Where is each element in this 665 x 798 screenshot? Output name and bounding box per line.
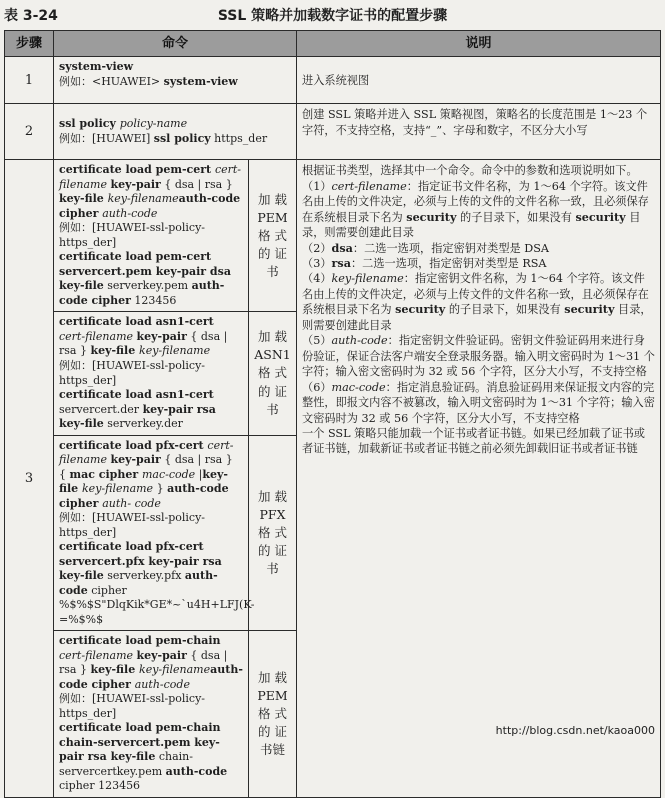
command-keyword: certificate load pem-cert [59,163,215,176]
table-row [5,104,661,160]
cert-type-label: PEM [252,687,293,705]
example-prefix: 例如：[HUAWEI-ssl-policy-https_der] [59,511,243,540]
command-keyword: key-file [90,344,139,357]
cert-type-label: 加 载 [252,328,293,346]
description-cell: 进入系统视图 [297,57,661,104]
desc-num: （4） [302,272,332,285]
cert-type-label: 格 式 [252,364,293,382]
table-row [5,160,661,312]
config-steps-table [4,30,661,798]
cert-type-label: 的 证 [252,245,293,263]
command-argument: auth-code [135,678,190,691]
cert-type-label: 格 式 [252,524,293,542]
command-keyword: mac cipher [70,468,142,481]
cert-type-label: 的 证 [252,383,293,401]
example-argument: chain-servercertkey.pem [59,750,193,778]
command-argument: key-filename [108,192,179,205]
desc-item [302,333,655,379]
example-prefix: 例如：<HUAWEI> [59,75,164,88]
command-cell [54,57,297,104]
table-caption [0,0,665,32]
example-argument: serverkey.pfx [104,569,185,582]
example-command: ssl policy [154,132,211,145]
desc-num: （3） [302,257,332,270]
cert-type-label: 书链 [252,741,293,759]
cert-type-label: PFX [252,506,293,524]
cert-type-label: 书 [252,263,293,281]
desc-keyword: security [575,210,625,224]
command-keyword: key-pair [110,453,160,466]
desc-text: 目录，则需要创建此目录 [302,211,640,239]
desc-keyword: cert-filename [332,180,407,193]
command-argument: cert-filename [59,163,241,191]
desc-text: ：指定密钥文件验证码。密钥文件验证码用来进行身份验证，保证合法客户端安全登录服务器。输入明文密码时为 1～31 个字符；输入密文密码时为 32 或 56 个字符，区分大小写，不支持空格 [302,334,655,378]
example-argument: https_der [211,132,267,145]
desc-item [302,380,655,426]
cert-type-label: 的 证 [252,542,293,560]
cert-type-label: 书 [252,401,293,419]
example-argument: 123456 [131,294,177,307]
example-argument: cipher 123456 [59,779,140,792]
command-argument: policy-name [120,117,187,130]
example-prefix: 例如：[HUAWEI-ssl-policy-https_der] [59,359,243,388]
command-keyword: certificate load pem-chain [59,634,221,647]
cert-type-label: 的 证 [252,723,293,741]
desc-keyword: security [395,302,445,316]
command-argument: key-filename [139,344,210,357]
command-keyword: auth-code cipher [59,192,240,220]
cert-type-pfx [249,435,297,631]
desc-text: ：二选一选项，指定密钥对类型是 DSA [353,242,549,255]
step-number: 3 [5,160,54,798]
example-prefix: 例如：[HUAWEI-ssl-policy-https_der] [59,692,243,721]
desc-num: （1） [302,180,332,193]
command-keyword: auth-code cipher [59,663,243,691]
example-prefix: 例如：[HUAWEI-ssl-policy-https_der] [59,221,243,250]
cert-type-pem-chain [249,631,297,798]
example-command: certificate load pem-cert servercert.pem key-pair dsa key-file [59,250,231,292]
example-command: certificate load pfx-cert servercert.pfx key-pair rsa key-file [59,540,222,582]
step-number: 2 [5,104,54,160]
command-cell-pem [54,160,249,312]
command-keyword: key-file [59,192,108,205]
cert-type-label: PEM [252,209,293,227]
command-keyword: certificate load pfx-cert [59,439,207,452]
desc-item [302,271,655,333]
example-argument: serverkey.der [104,417,183,430]
desc-keyword: key-filename [332,272,404,285]
example-prefix: 例如：[HUAWEI] [59,132,154,145]
command-option: | [195,468,202,481]
desc-item [302,256,655,271]
description-cell: 创建 SSL 策略并进入 SSL 策略视图，策略名的长度范围是 1～23 个字符，不支持空格，支持“_”、字母和数字，不区分大小写 [297,104,661,160]
command-option: { dsa | rsa } [59,330,227,358]
command-cell-pem-chain [54,631,249,798]
desc-keyword: security [406,210,456,224]
example-command: auth-code [59,569,218,597]
desc-num: （2） [302,242,332,255]
example-command: auth-code cipher [59,279,224,307]
desc-intro: 根据证书类型，选择其中一个命令。命令中的参数和选项说明如下。 [302,163,655,178]
command-keyword: key-file [90,663,139,676]
desc-item [302,179,655,241]
desc-text: ：指定密钥文件名称，为 1～64 个字符。该文件名由上传的文件决定，必须与上传文件的文件名称一致，且必须保存在系统根目录下名为 [302,272,649,316]
cert-type-label: ASN1 [252,346,293,364]
table-row [5,57,661,104]
command-keyword: auth-code cipher [59,482,229,510]
cert-type-label: 加 载 [252,191,293,209]
command-keyword: key-pair [137,649,187,662]
command-option: } [153,482,167,495]
command-keyword: key-file [59,468,228,496]
command-keyword: ssl policy [59,117,120,130]
command-keyword: certificate load asn1-cert [59,315,214,328]
desc-text: ：指定消息验证码。消息验证码用来保证报文内容的完整性，即报文内容不被篡改，输入明文密码时为 1～31 个字符；输入密文密码时为 32 或 56 个字符，区分大小写，不支持空格 [302,381,655,425]
watermark-url: http://blog.csdn.net/kaoa000 [496,724,655,737]
desc-keyword: rsa [332,256,351,270]
desc-num: （6） [302,381,332,394]
desc-text: 目录，则需要创建此目录 [302,303,652,331]
example-command: system-view [164,75,238,88]
desc-text: ：指定证书文件名称，为 1～64 个字符。该文件名由上传的文件决定，必须与上传的文件的文件名称一致，且必须保存在系统根目录下名为 [302,180,649,224]
desc-item [302,241,655,256]
desc-keyword: auth-code [332,334,388,347]
header-step: 步骤 [5,31,54,57]
command-option: { dsa | rsa } { [59,453,233,481]
desc-text: 的子目录下，如果没有 [445,303,564,316]
desc-keyword: dsa [332,241,353,255]
table-header-row [5,31,661,57]
example-argument: servercert.der [59,403,143,416]
table-number: 表 3-24 [4,5,58,25]
step-number: 1 [5,57,54,104]
command-argument: cert-filename [59,439,233,467]
table-title: SSL 策略并加载数字证书的配置步骤 [0,5,665,25]
cert-type-label: 格 式 [252,705,293,723]
command-argument: auth- code [102,497,161,510]
example-command: certificate load asn1-cert [59,388,214,401]
command-argument: key-filename [82,482,153,495]
cert-type-label: 加 载 [252,669,293,687]
desc-text: ：二选一选项，指定密钥对类型是 RSA [351,257,547,270]
desc-text: 的子目录下，如果没有 [456,211,575,224]
command-keyword: system-view [59,60,133,73]
command-option: { dsa | rsa } [161,178,233,191]
command-argument: cert-filename [59,649,133,662]
command-option: { dsa | rsa } [59,649,227,677]
command-cell [54,104,297,160]
cert-type-asn1 [249,312,297,435]
command-keyword: key-pair [137,330,187,343]
cert-type-label: 加 载 [252,488,293,506]
desc-num: （5） [302,334,332,347]
cert-type-label: 书 [252,560,293,578]
example-argument: cipher %$%$S"DlqKik*GE*~`u4H+LFJ(K-=%$%$ [59,584,254,626]
cert-type-pem [249,160,297,312]
command-argument: mac-code [142,468,195,481]
desc-keyword: mac-code [332,381,386,394]
description-cell-certificates [297,160,661,798]
header-description: 说明 [297,31,661,57]
command-argument: key-filename [139,663,210,676]
example-argument: serverkey.pem [104,279,192,292]
desc-keyword: security [564,302,614,316]
command-cell-pfx [54,435,249,631]
example-command: certificate load pem-chain chain-servercert.pem key-pair rsa key-file [59,721,221,763]
example-command: auth-code [166,765,228,778]
desc-note: 一个 SSL 策略只能加载一个证书或者证书链。如果已经加载了证书或者证书链，加载新证书或者证书链之前必须先卸载旧证书或者证书链 [302,426,655,457]
header-command: 命令 [54,31,297,57]
command-cell-asn1 [54,312,249,435]
cert-type-label: 格 式 [252,227,293,245]
command-argument: auth-code [102,207,157,220]
command-keyword: key-pair [110,178,160,191]
example-command: key-pair rsa key-file [59,403,216,431]
command-argument: cert-filename [59,330,133,343]
